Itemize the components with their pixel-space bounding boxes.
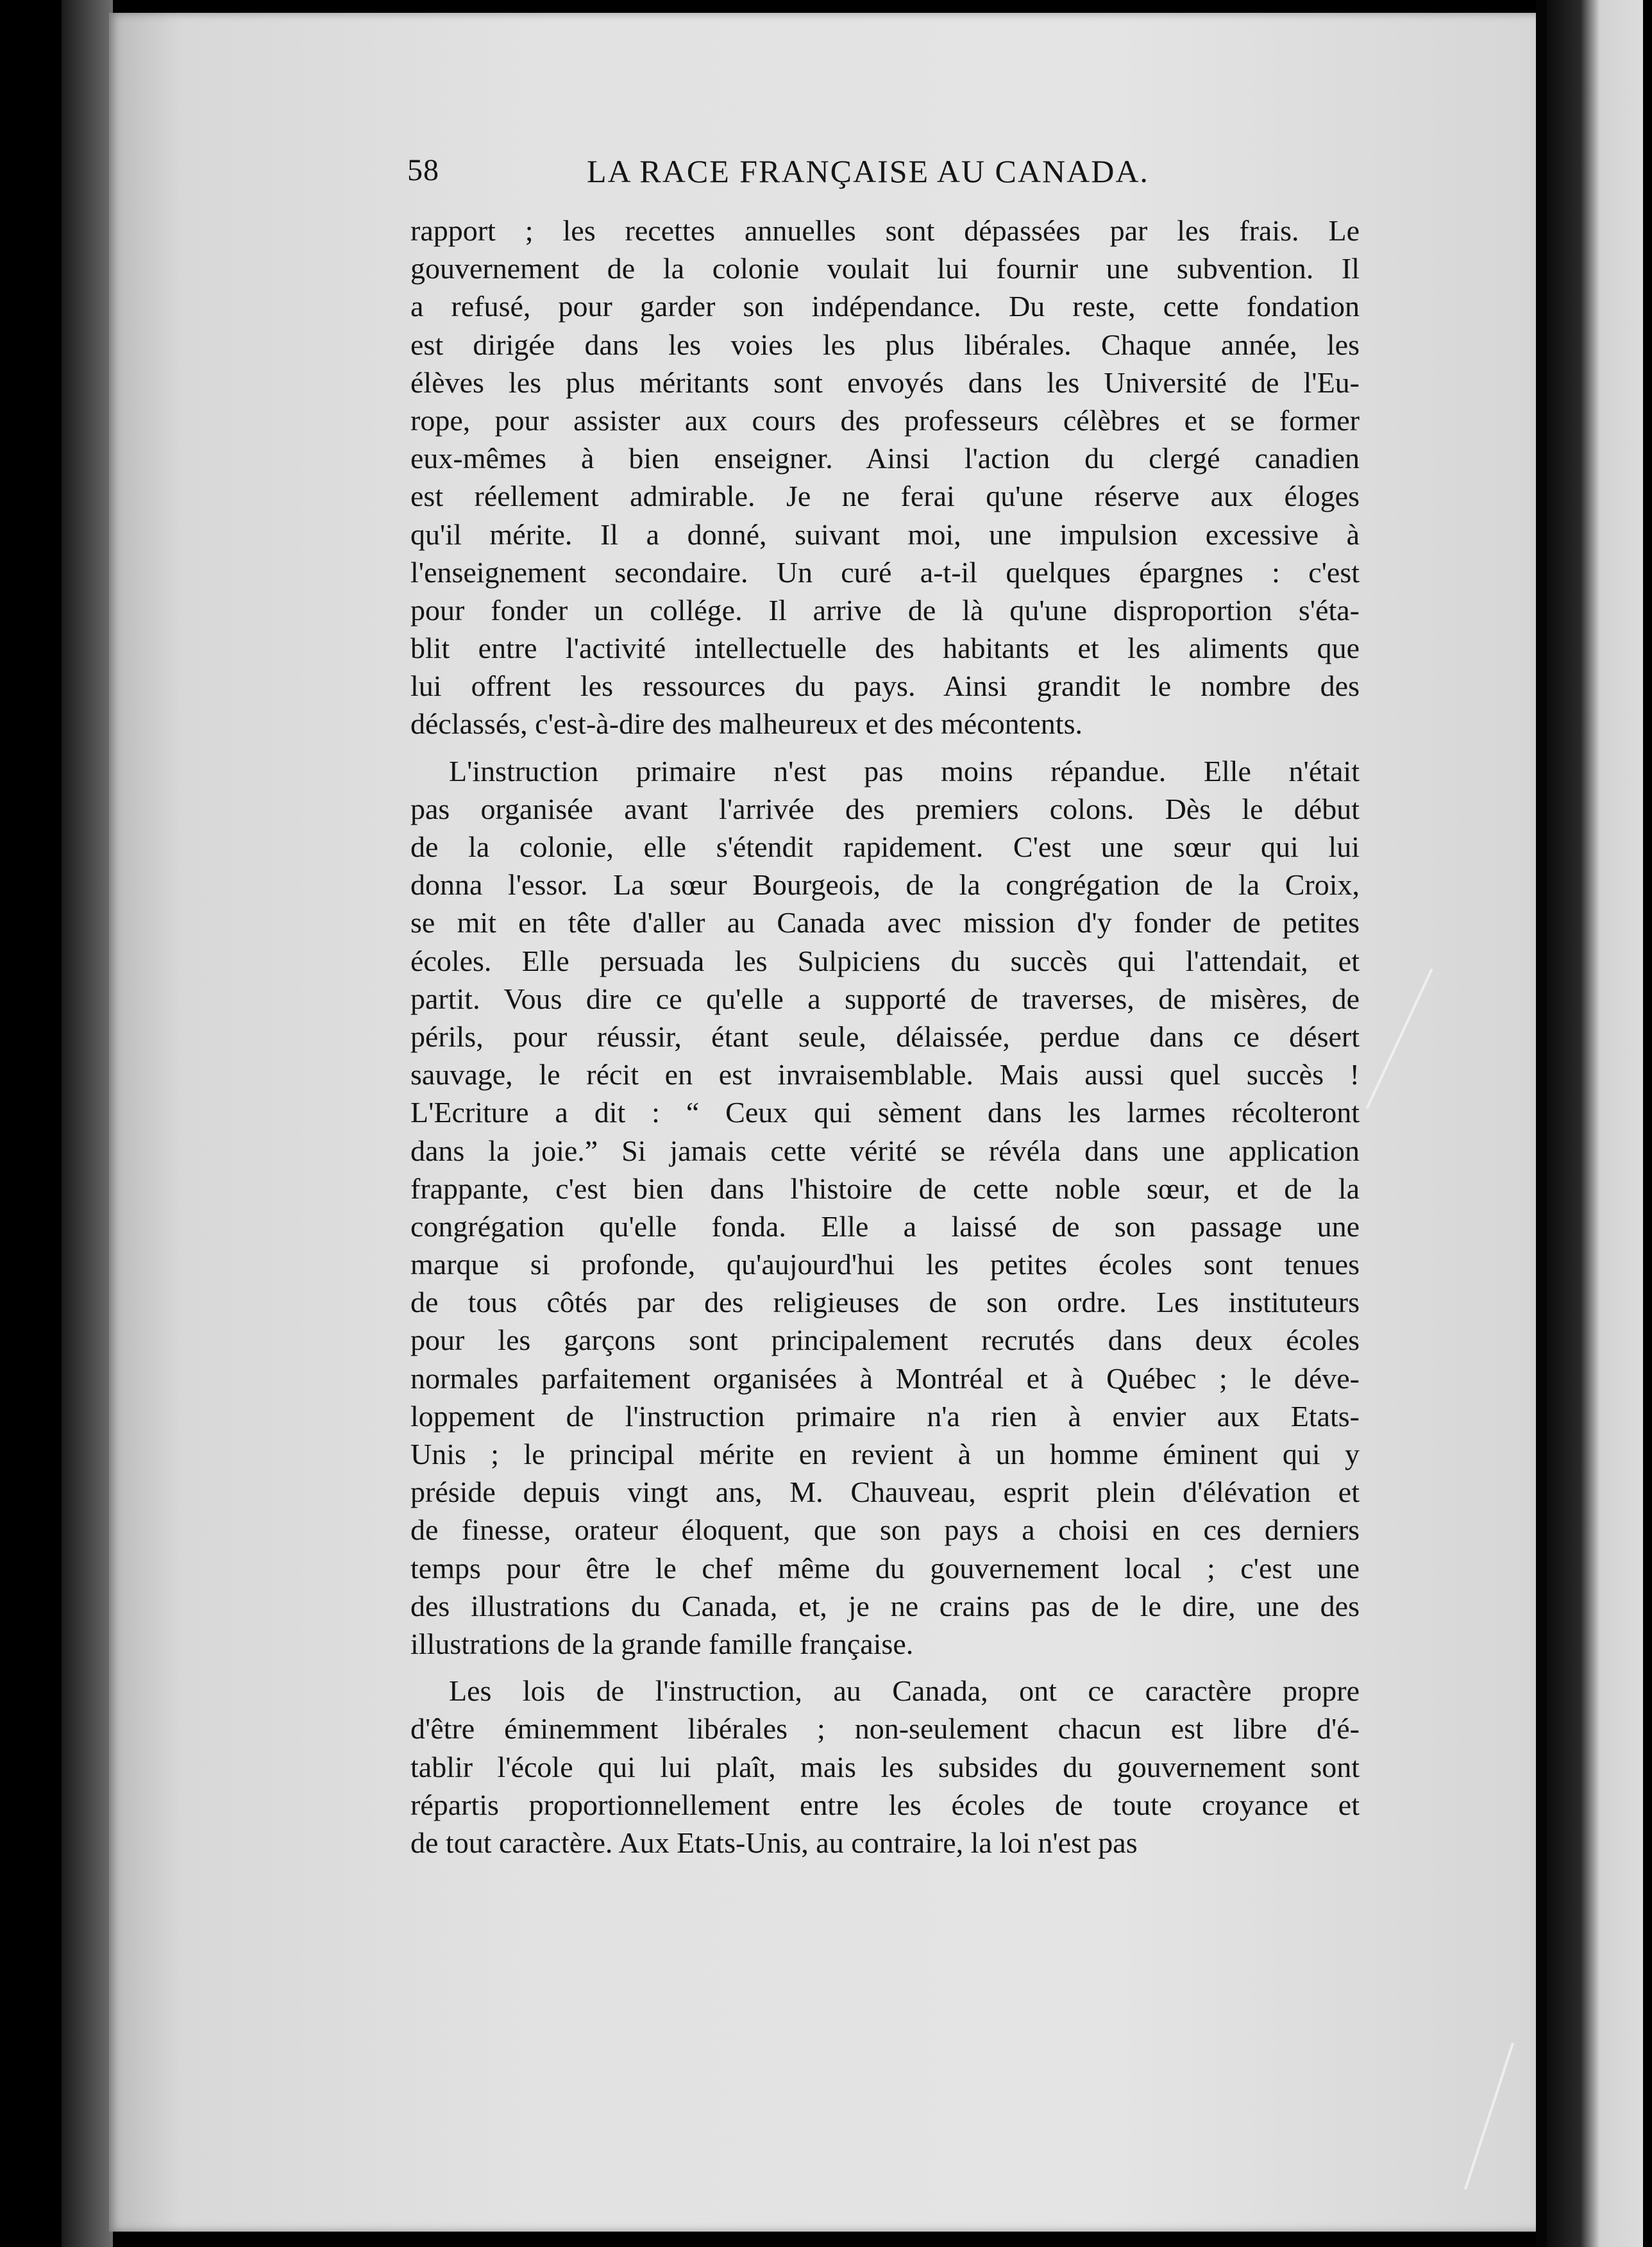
text-line: répartis proportionnellement entre les écoles de toute croyance et	[410, 1788, 1360, 1821]
adjacent-page-edge	[1547, 0, 1643, 2247]
text-line: normales parfaitement organisées à Montréal et à Québec ; le déve-	[410, 1361, 1360, 1395]
text-line: est réellement admirable. Je ne ferai qu'une réserve aux éloges	[410, 480, 1360, 513]
text-line: qu'il mérite. Il a donné, suivant moi, une impulsion excessive à	[410, 518, 1360, 551]
text-line: marque si profonde, qu'aujourd'hui les petites écoles sont tenues	[410, 1248, 1360, 1281]
text-line: pour fonder un collége. Il arrive de là qu'une disproportion s'éta-	[410, 593, 1360, 627]
text-line: dans la joie.” Si jamais cette vérité se révéla dans une application	[410, 1134, 1360, 1167]
text-line: rapport ; les recettes annuelles sont dépassées par les frais. Le	[410, 214, 1360, 247]
text-line: est dirigée dans les voies les plus libérales. Chaque année, les	[410, 328, 1360, 361]
text-line: se mit en tête d'aller au Canada avec mission d'y fonder de petites	[410, 906, 1360, 939]
text-line: loppement de l'instruction primaire n'a rien à envier aux Etats-	[410, 1399, 1360, 1433]
text-line: d'être éminemment libérales ; non-seulement chacun est libre d'é-	[410, 1712, 1360, 1746]
running-title: LA RACE FRANÇAISE AU CANADA.	[587, 153, 1149, 189]
text-line: illustrations de la grande famille française.	[410, 1627, 914, 1660]
text-line: Les lois de l'instruction, au Canada, ont ce caractère propre	[449, 1674, 1360, 1708]
text-line: tablir l'école qui lui plaît, mais les subsides du gouvernement sont	[410, 1750, 1360, 1783]
text-line: pas organisée avant l'arrivée des premiers colons. Dès le début	[410, 792, 1360, 825]
text-line: congrégation qu'elle fonda. Elle a laissé de son passage une	[410, 1209, 1360, 1243]
text-line: donna l'essor. La sœur Bourgeois, de la congrégation de la Croix,	[410, 868, 1360, 902]
text-line: périls, pour réussir, étant seule, délaissée, perdue dans ce désert	[410, 1020, 1360, 1053]
text-line: de tous côtés par des religieuses de son ordre. Les instituteurs	[410, 1286, 1360, 1319]
text-line: frappante, c'est bien dans l'histoire de cette noble sœur, et de la	[410, 1172, 1360, 1205]
text-line: temps pour être le chef même du gouvernement local ; c'est une	[410, 1551, 1360, 1585]
text-line: L'instruction primaire n'est pas moins répandue. Elle n'était	[449, 754, 1360, 787]
text-line: de finesse, orateur éloquent, que son pays a choisi en ces derniers	[410, 1513, 1360, 1547]
text-line: écoles. Elle persuada les Sulpiciens du succès qui l'attendait, et	[410, 944, 1360, 977]
text-line: pour les garçons sont principalement recrutés dans deux écoles	[410, 1324, 1360, 1357]
text-line: des illustrations du Canada, et, je ne crains pas de le dire, une des	[410, 1589, 1360, 1622]
text-line: a refusé, pour garder son indépendance. Du reste, cette fondation	[410, 290, 1360, 323]
text-line: déclassés, c'est-à-dire des malheureux et des mécontents.	[410, 707, 1083, 741]
text-line: l'enseignement secondaire. Un curé a-t-il quelques épargnes : c'est	[410, 555, 1360, 589]
text-line: de tout caractère. Aux Etats-Unis, au contraire, la loi n'est pas	[410, 1826, 1138, 1859]
text-line: élèves les plus méritants sont envoyés dans les Université de l'Eu-	[410, 366, 1360, 399]
text-line: partit. Vous dire ce qu'elle a supporté de traverses, de misères, de	[410, 982, 1360, 1015]
text-line: rope, pour assister aux cours des professeurs célèbres et se former	[410, 403, 1360, 437]
text-line: gouvernement de la colonie voulait lui fournir une subvention. Il	[410, 252, 1360, 285]
text-line: préside depuis vingt ans, M. Chauveau, esprit plein d'élévation et	[410, 1476, 1360, 1509]
text-line: blit entre l'activité intellectuelle des habitants et les aliments que	[410, 632, 1360, 665]
body-text	[410, 212, 1360, 1862]
text-line: sauvage, le récit en est invraisemblable. Mais aussi quel succès !	[410, 1058, 1360, 1091]
paragraph-gap	[410, 1663, 1360, 1672]
page-number: 58	[407, 153, 439, 187]
text-line: L'Ecriture a dit : “ Ceux qui sèment dans les larmes récolteront	[410, 1096, 1360, 1129]
page-header	[407, 153, 1369, 204]
text-line: de la colonie, elle s'étendit rapidement. C'est une sœur qui lui	[410, 830, 1360, 863]
text-line: eux-mêmes à bien enseigner. Ainsi l'action du clergé canadien	[410, 442, 1360, 475]
text-line: Unis ; le principal mérite en revient à un homme éminent qui y	[410, 1438, 1360, 1470]
text-line: lui offrent les ressources du pays. Ainsi grandit le nombre des	[410, 669, 1360, 703]
book-spine-edge	[62, 0, 113, 2247]
paragraph-gap	[410, 743, 1360, 752]
